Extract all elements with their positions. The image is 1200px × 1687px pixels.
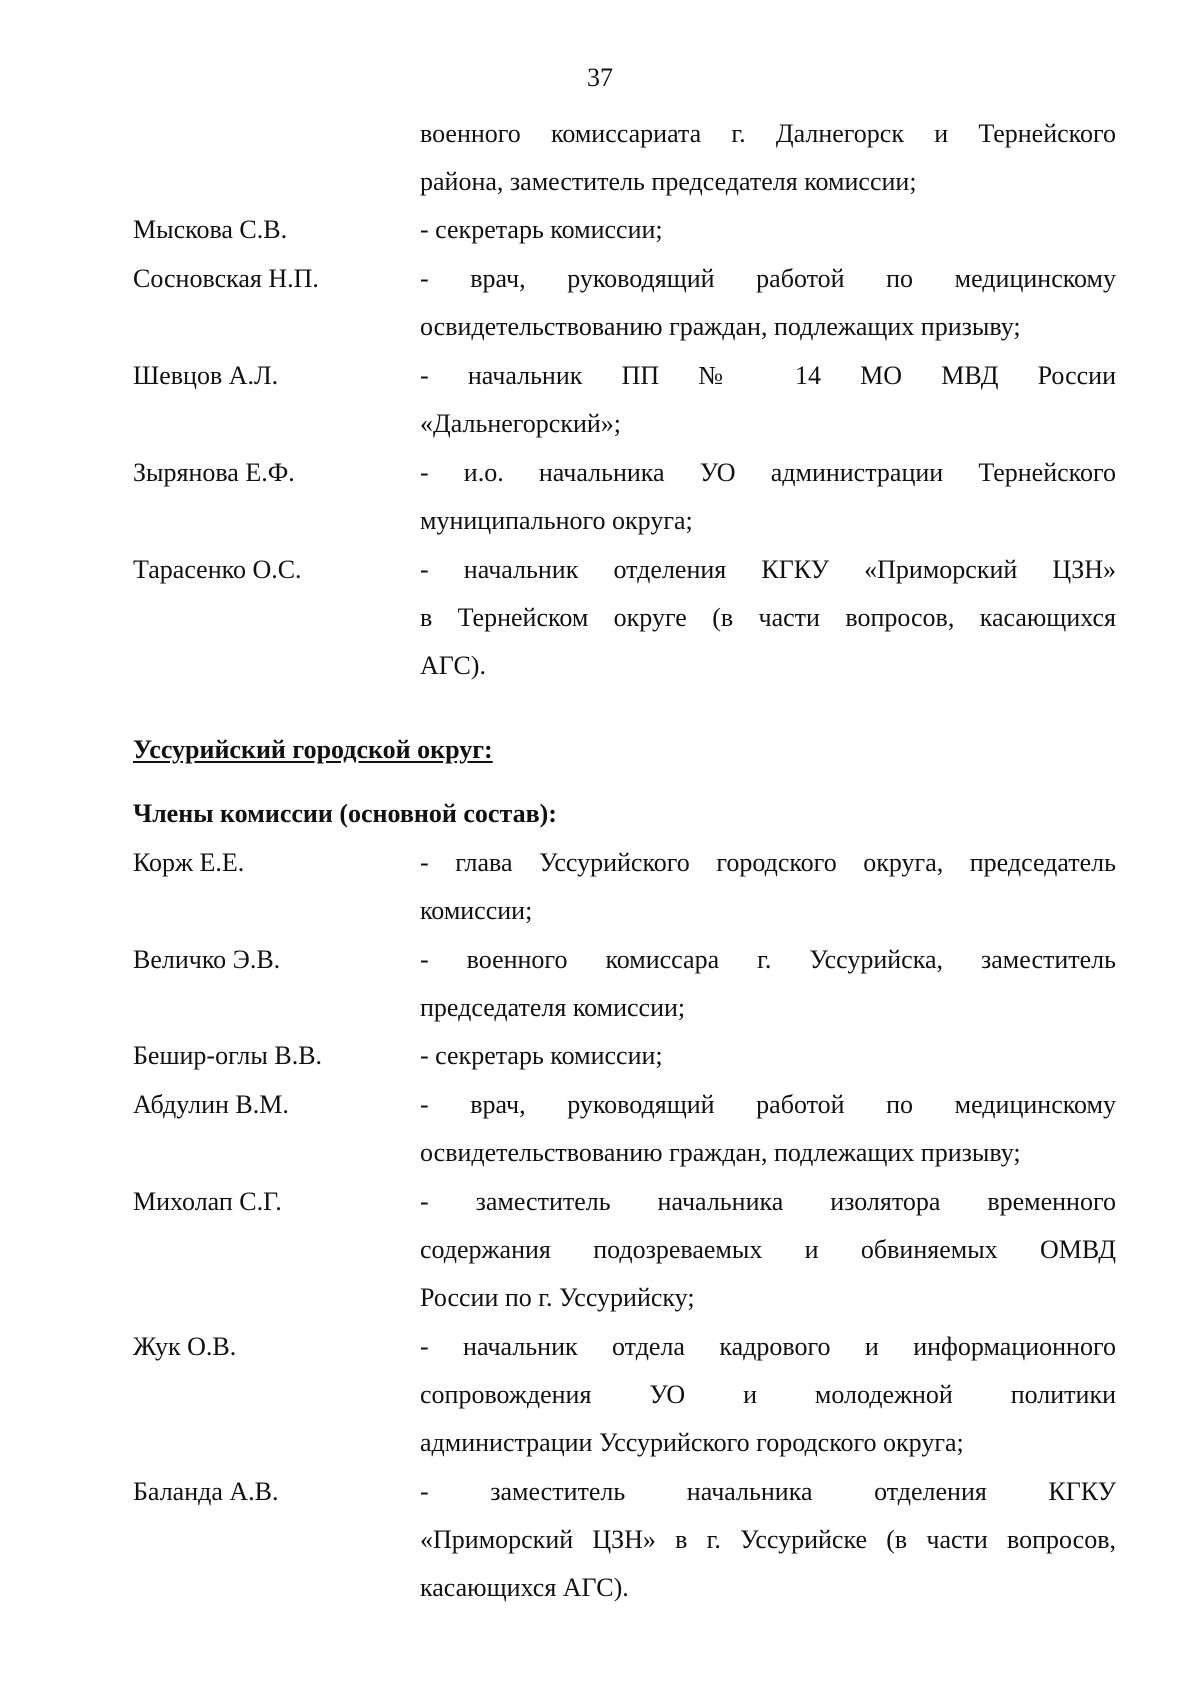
- member-role-line: содержания подозреваемых и обвиняемых ОМВД: [420, 1235, 1116, 1264]
- section-title: Уссурийский городской округ:: [133, 735, 493, 764]
- member-role-line: «Приморский ЦЗН» в г. Уссурийске (в части вопросов,: [420, 1525, 1116, 1554]
- member-name: Сосновская Н.П.: [133, 264, 319, 293]
- member-name: Михолап С.Г.: [133, 1187, 282, 1216]
- page-number: 37: [587, 63, 613, 92]
- member-role-line: - врач, руководящий работой по медицинскому: [420, 264, 1116, 293]
- member-role-line: - глава Уссурийского городского округа, председатель: [420, 848, 1116, 877]
- member-name: Шевцов А.Л.: [133, 361, 279, 390]
- member-role-line: - начальник отдела кадрового и информационного: [420, 1332, 1116, 1361]
- member-role-line: - начальник отделения КГКУ «Приморский ЦЗН»: [420, 555, 1116, 584]
- intro-line: военного комиссариата г. Далнегорск и Тернейского: [420, 119, 1116, 148]
- member-role-line: касающихся АГС).: [420, 1573, 629, 1602]
- member-role-line: - секретарь комиссии;: [420, 215, 663, 244]
- member-role-line: в Тернейском округе (в части вопросов, касающихся: [420, 603, 1116, 632]
- member-role-line: - и.о. начальника УО администрации Тернейского: [420, 458, 1116, 487]
- member-name: Мыскова С.В.: [133, 215, 288, 244]
- member-role-line: АГС).: [420, 651, 486, 680]
- member-role-line: - секретарь комиссии;: [420, 1041, 663, 1070]
- member-role-line: - военного комиссара г. Уссурийска, заместитель: [420, 945, 1116, 974]
- member-role-line: председателя комиссии;: [420, 993, 686, 1022]
- member-role-line: освидетельствованию граждан, подлежащих призыву;: [420, 312, 1021, 341]
- member-name: Корж Е.Е.: [133, 848, 245, 877]
- member-role-line: - заместитель начальника изолятора временного: [420, 1187, 1116, 1216]
- member-role-line: России по г. Уссурийску;: [420, 1283, 695, 1312]
- member-name: Абдулин В.М.: [133, 1090, 289, 1119]
- member-role-line: - заместитель начальника отделения КГКУ: [420, 1477, 1116, 1506]
- member-role-line: «Дальнегорский»;: [420, 409, 622, 438]
- member-role-line: комиссии;: [420, 896, 533, 925]
- member-role-line: - начальник ПП № 14 МО МВД России: [420, 361, 1116, 390]
- member-role-line: сопровождения УО и молодежной политики: [420, 1380, 1116, 1409]
- intro-line: района, заместитель председателя комиссии;: [420, 167, 917, 196]
- member-name: Зырянова Е.Ф.: [133, 458, 295, 487]
- section-subtitle: Члены комиссии (основной состав):: [133, 799, 557, 828]
- member-name: Величко Э.В.: [133, 945, 281, 974]
- member-name: Тарасенко О.С.: [133, 555, 302, 584]
- member-role-line: администрации Уссурийского городского округа;: [420, 1428, 964, 1457]
- member-role-line: муниципального округа;: [420, 506, 693, 535]
- member-role-line: - врач, руководящий работой по медицинскому: [420, 1090, 1116, 1119]
- member-name: Бешир-оглы В.В.: [133, 1041, 323, 1070]
- member-name: Баланда А.В.: [133, 1477, 279, 1506]
- member-role-line: освидетельствованию граждан, подлежащих призыву;: [420, 1138, 1021, 1167]
- member-name: Жук О.В.: [133, 1332, 237, 1361]
